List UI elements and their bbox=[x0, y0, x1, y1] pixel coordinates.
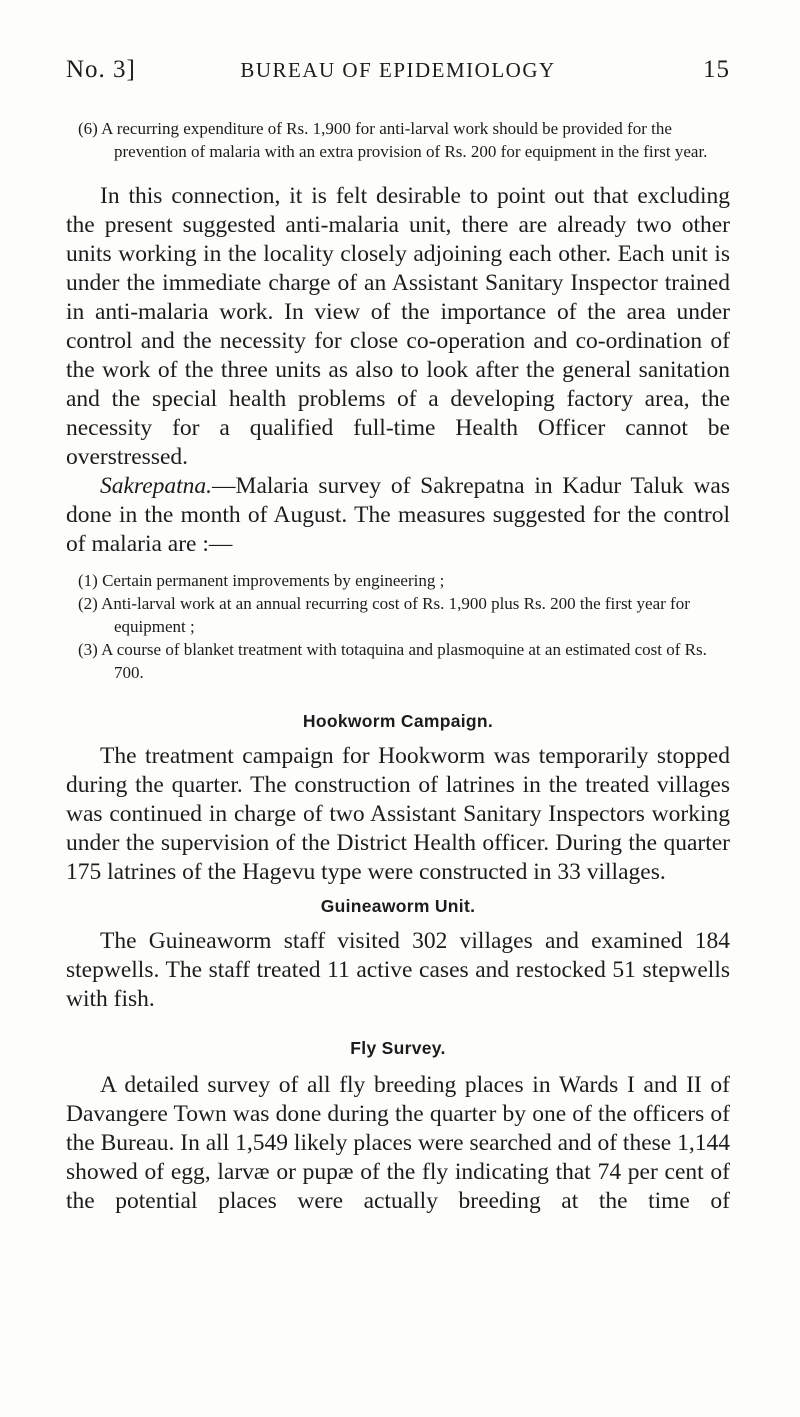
guineaworm-heading: Guineaworm Unit. bbox=[320, 896, 476, 916]
measure-item-1: (1) Certain permanent improvements by engineering ; bbox=[78, 571, 445, 590]
page-content bbox=[66, 117, 730, 1216]
paragraph-connection: In this connection, it is felt desirable to point out that excluding the present suggested anti-malaria unit, there are already two other units working in the locality closely adjoining each other. Each unit is under the immediate charge of an Assistant Sanitary Inspector trained in anti-malaria work. In view of the importance of the area under control and the necessity for close co-operation and co-ordination of the work of the three units as also to look after the general sanitation and the special health problems of a developing factory area, the necessity for a qualified full-time Health Officer cannot be overstressed. bbox=[66, 183, 730, 470]
page-number: 15 bbox=[703, 56, 730, 83]
sakrepatna-title: Sakrepatna. bbox=[100, 473, 213, 499]
running-title: BUREAU OF EPIDEMIOLOGY bbox=[240, 58, 556, 82]
paragraph-fly-survey: A detailed survey of all fly breeding places in Wards I and II of Davangere Town was done during the quarter by one of the officers of the Bureau. In all 1,549 likely places were searched and of these 1,144 showed of egg, larvæ or pupæ of the fly indicating that 74 per cent of the potential places were actually breeding at the time of bbox=[66, 1072, 730, 1214]
issue-number: No. 3] bbox=[66, 56, 136, 83]
paragraph-guineaworm: The Guineaworm staff visited 302 villages and examined 184 stepwells. The staff treated 11 active cases and restocked 51 stepwells with fish. bbox=[66, 928, 730, 1012]
measures-list bbox=[66, 569, 730, 684]
running-header bbox=[66, 56, 730, 90]
measure-item-3: (3) A course of blanket treatment with totaquina and plasmoquine at an estimated cost of Rs. 700. bbox=[78, 640, 707, 682]
sakrepatna-text: —Malaria survey of Sakrepatna in Kadur Taluk was done in the month of August. The measures suggested for the control of malaria are :— bbox=[66, 473, 730, 557]
hookworm-heading: Hookworm Campaign. bbox=[302, 711, 494, 731]
paragraph-hookworm: The treatment campaign for Hookworm was temporarily stopped during the quarter. The construction of latrines in the treated villages was continued in charge of two Assistant Sanitary Inspectors working under the supervision of the District Health officer. During the quarter 175 latrines of the Hagevu type were constructed in 33 villages. bbox=[66, 743, 730, 885]
fly-survey-heading: Fly Survey. bbox=[350, 1038, 446, 1058]
paragraph-sakrepatna bbox=[66, 472, 730, 559]
recommendation-item-6: (6) A recurring expenditure of Rs. 1,900 for anti-larval work should be provided for the prevention of malaria with an extra provision of Rs. 200 for equipment in the first year. bbox=[78, 119, 708, 161]
measure-item-2: (2) Anti-larval work at an annual recurring cost of Rs. 1,900 plus Rs. 200 the first year for equipment ; bbox=[78, 594, 690, 636]
